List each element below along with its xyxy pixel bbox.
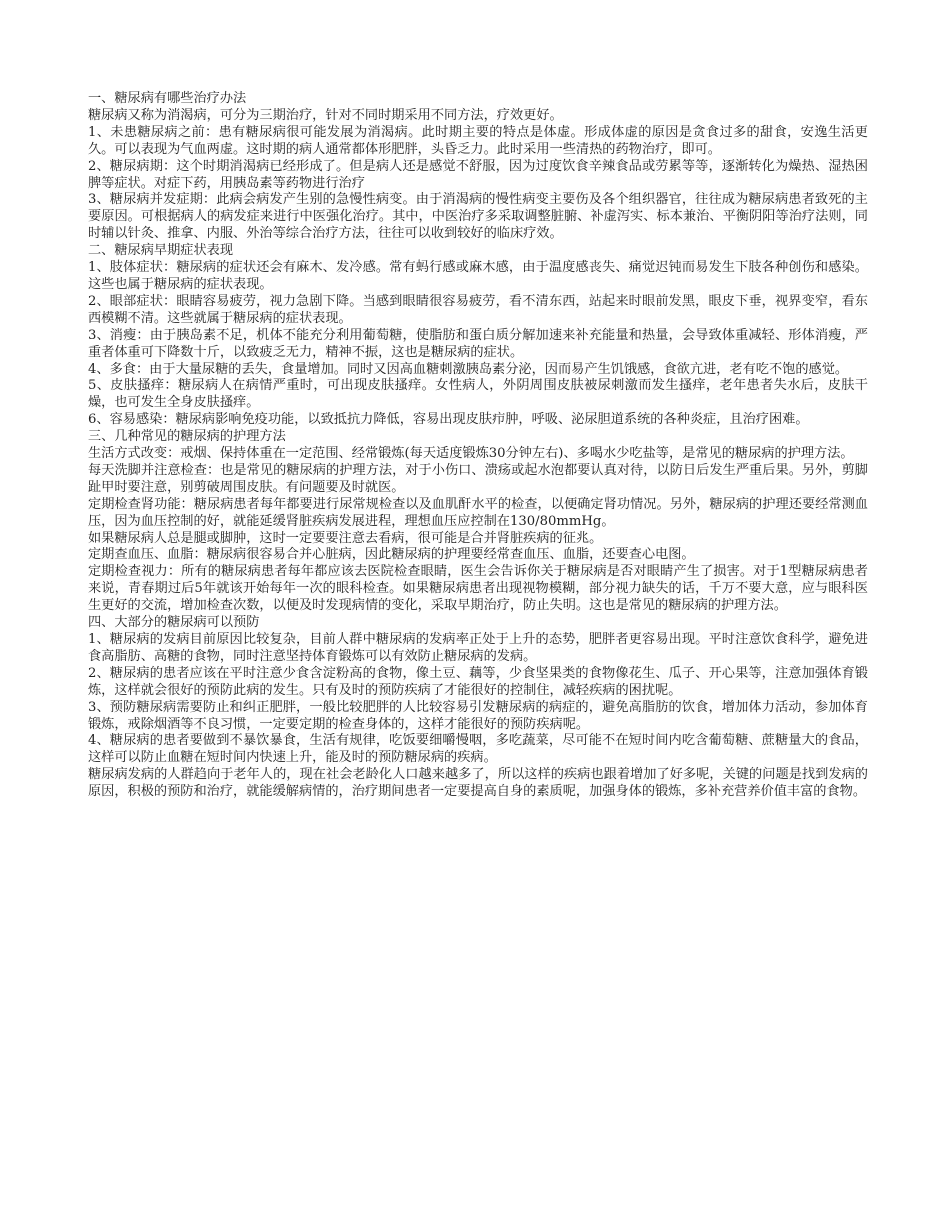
document-body [88, 91, 868, 801]
paragraph: 2、糖尿病的患者应该在平时注意少食含淀粉高的食物，像土豆、藕等，少食坚果类的食物像花生、瓜子、开心果等，注意加强体育锻炼，这样就会很好的预防此病的发生。只有及时的预防疾病了才能很好的控制住，减轻疾病的困扰呢。 [88, 665, 868, 698]
paragraph: 如果糖尿病人总是腿或脚肿，这时一定要要注意去看病，很可能是合并肾脏疾病的征兆。 [88, 530, 603, 546]
paragraph: 定期检查视力：所有的糖尿病患者每年都应该去医院检查眼睛，医生会告诉你关于糖尿病是否对眼睛产生了损害。对于1型糖尿病患者来说，青春期过后5年就该开始每年一次的眼科检查。如果糖尿病患者出现视物模糊，部分视力缺失的话，千万不要大意，应与眼科医生更好的交流，增加检查次数，以便及时发现病情的变化，采取早期治疗，防止失明。这也是常见的糖尿病的护理方法。 [88, 564, 868, 614]
paragraph: 每天洗脚并注意检查：也是常见的糖尿病的护理方法，对于小伤口、溃疡或起水泡都要认真对待，以防日后发生严重后果。另外，剪脚趾甲时要注意，别剪破周围皮肤。有问题要及时就医。 [88, 462, 868, 495]
paragraph: 定期查血压、血脂：糖尿病很容易合并心脏病，因此糖尿病的护理要经常查血压、血脂，还要查心电图。 [88, 547, 695, 563]
paragraph: 3、消瘦：由于胰岛素不足，机体不能充分利用葡萄糖，使脂肪和蛋白质分解加速来补充能量和热量，会导致体重减轻、形体消瘦，严重者体重可下降数十斤，以致疲乏无力，精神不振，这也是糖尿病的症状。 [88, 327, 868, 360]
paragraph: 3、糖尿病并发症期：此病会病发产生别的急慢性病变。由于消渴病的慢性病变主要伤及各个组织器官，往往成为糖尿病患者致死的主要原因。可根据病人的病发症来进行中医强化治疗。其中，中医治疗多采取调整脏腑、补虚泻实、标本兼治、平衡阴阳等治疗法则，同时辅以针灸、推拿、内服、外治等综合治疗方法，往往可以收到较好的临床疗效。 [88, 192, 868, 242]
paragraph: 5、皮肤搔痒：糖尿病人在病情严重时，可出现皮肤搔痒。女性病人，外阴周围皮肤被尿刺激而发生搔痒，老年患者失水后，皮肤干燥，也可发生全身皮肤搔痒。 [88, 378, 868, 411]
paragraph: 6、容易感染：糖尿病影响免疫功能，以致抵抗力降低，容易出现皮肤疖肿，呼吸、泌尿胆道系统的各种炎症，且治疗困难。 [88, 412, 809, 428]
paragraph: 2、眼部症状：眼睛容易疲劳，视力急剧下降。当感到眼睛很容易疲劳，看不清东西，站起来时眼前发黑，眼皮下垂，视界变窄，看东西模糊不清。这些就属于糖尿病的症状表现。 [88, 293, 868, 326]
paragraph: 4、糖尿病的患者要做到不暴饮暴食，生活有规律，吃饭要细嚼慢咽，多吃蔬菜，尽可能不在短时间内吃含葡萄糖、蔗糖量大的食品，这样可以防止血糖在短时间内快速上升，能及时的预防糖尿病的疾病。 [88, 733, 868, 766]
paragraph: 3、预防糖尿病需要防止和纠正肥胖，一般比较肥胖的人比较容易引发糖尿病的病症的，避免高脂肪的饮食，增加体力活动，参加体育锻炼，戒除烟酒等不良习惯，一定要定期的检查身体的，这样才能很好的预防疾病呢。 [88, 699, 868, 732]
paragraph: 糖尿病又称为消渴病，可分为三期治疗，针对不同时期采用不同方法，疗效更好。 [88, 107, 563, 123]
paragraph: 定期检查肾功能：糖尿病患者每年都要进行尿常规检查以及血肌酐水平的检查，以便确定肾功情况。另外，糖尿病的护理还要经常测血压，因为血压控制的好，就能延缓肾脏疾病发展进程，理想血压应控制在130/80mmHg。 [88, 496, 868, 529]
section-heading-treatment: 一、糖尿病有哪些治疗办法 [88, 91, 247, 106]
paragraph: 4、多食：由于大量尿糖的丢失，食量增加。同时又因高血糖刺激胰岛素分泌，因而易产生饥饿感，食欲亢进，老有吃不饱的感觉。 [88, 361, 849, 377]
paragraph: 1、未患糖尿病之前：患有糖尿病很可能发展为消渴病。此时期主要的特点是体虚。形成体虚的原因是贪食过多的甜食，安逸生活更久。可以表现为气血两虚。这时期的病人通常都体形肥胖，头昏乏力。此时采用一些清热的药物治疗，即可。 [88, 124, 868, 157]
paragraph: 糖尿病发病的人群趋向于老年人的，现在社会老龄化人口越来越多了，所以这样的疾病也跟着增加了好多呢，关键的问题是找到发病的原因，积极的预防和治疗，就能缓解病情的，治疗期间患者一定要提高自身的素质呢，加强身体的锻炼，多补充营养价值丰富的食物。 [88, 767, 868, 800]
paragraph: 生活方式改变：戒烟、保持体重在一定范围、经常锻炼(每天适度锻炼30分钟左右)、多喝水少吃盐等，是常见的糖尿病的护理方法。 [88, 446, 854, 462]
paragraph: 1、肢体症状：糖尿病的症状还会有麻木、发冷感。常有蚂行感或麻木感，由于温度感丧失、痛觉迟钝而易发生下肢各种创伤和感染。这些也属于糖尿病的症状表现。 [88, 260, 868, 292]
section-heading-symptoms: 二、糖尿病早期症状表现 [88, 243, 234, 259]
paragraph: 2、糖尿病期：这个时期消渴病已经形成了。但是病人还是感觉不舒服，因为过度饮食辛辣食品或劳累等等，逐渐转化为燥热、湿热困脾等症状。对症下药，用胰岛素等药物进行治疗 [88, 158, 868, 191]
section-heading-prevention: 四、大部分的糖尿病可以预防 [88, 615, 260, 631]
paragraph: 1、糖尿病的发病目前原因比较复杂，目前人群中糖尿病的发病率正处于上升的态势，肥胖者更容易出现。平时注意饮食科学，避免进食高脂肪、高糖的食物，同时注意坚持体育锻炼可以有效防止糖尿病的发病。 [88, 632, 868, 664]
section-heading-care: 三、几种常见的糖尿病的护理方法 [88, 429, 286, 445]
